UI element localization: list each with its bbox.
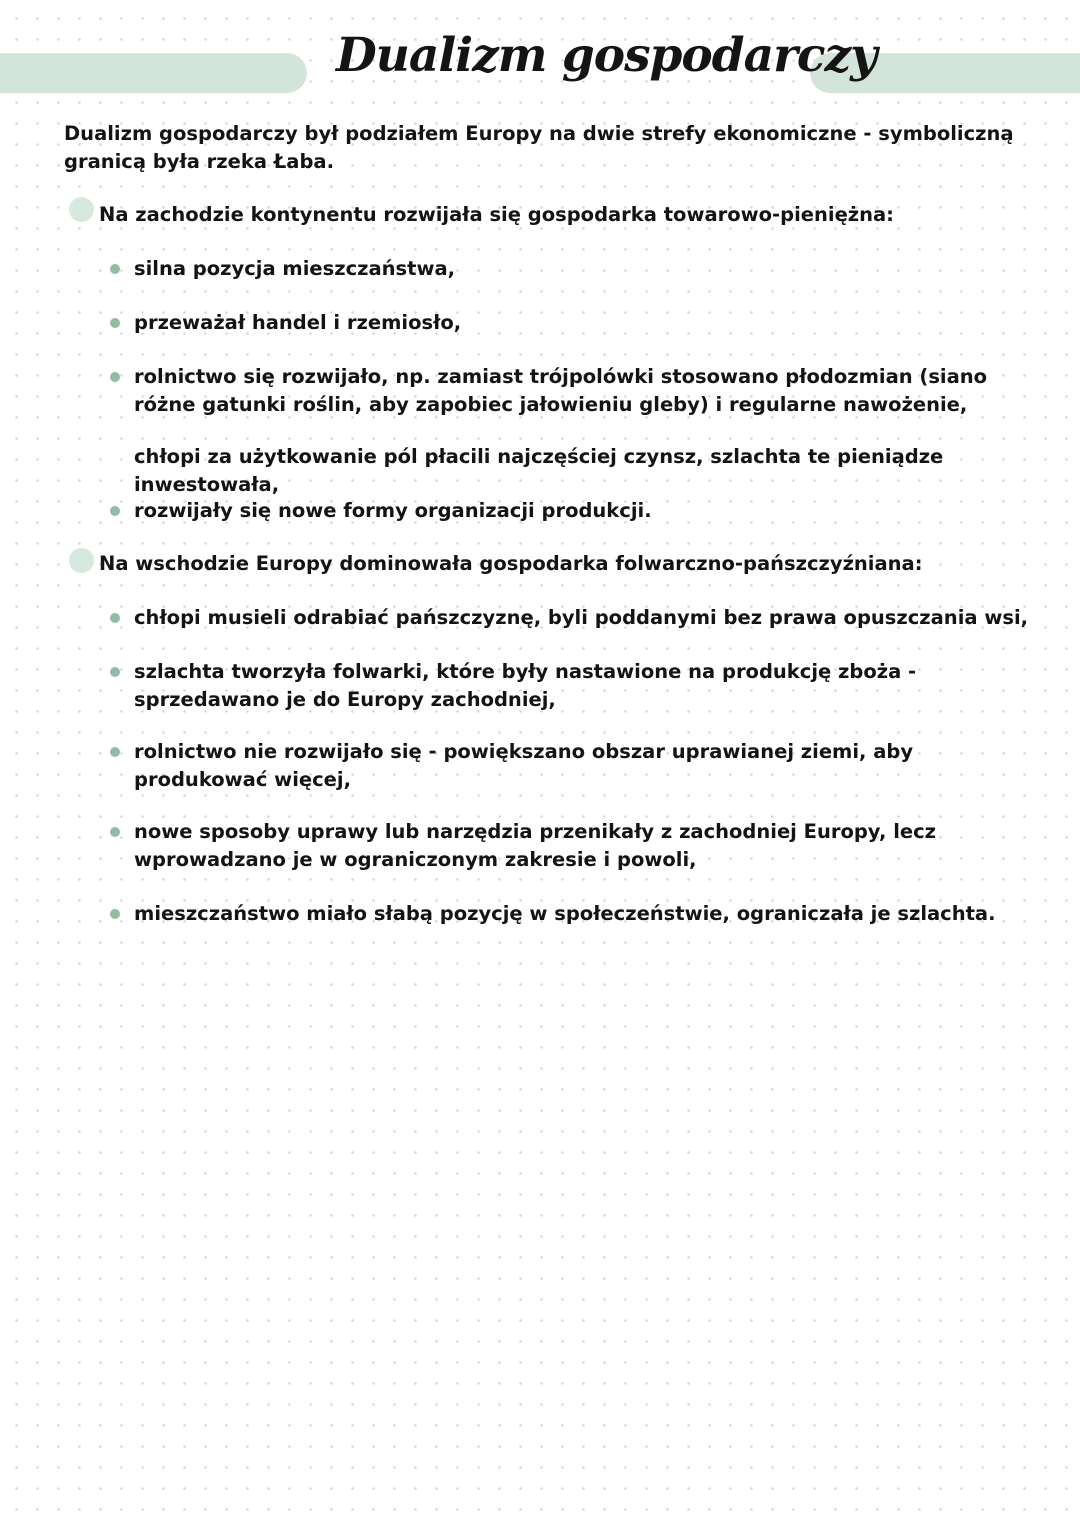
list-item-text: nowe sposoby uprawy lub narzędzia przenikały z zachodniej Europy, lecz wprowadzano je w ograniczonym zakresie i powoli, [134,820,937,871]
section-marker-dot [69,197,94,222]
list-item-text: silna pozycja mieszczaństwa, [134,257,456,280]
bullet-dot [110,827,120,837]
list-item-text: przeważał handel i rzemiosło, [134,311,462,334]
intro-paragraph: Dualizm gospodarczy był podziałem Europy na dwie strefy ekonomiczne - symboliczną granicą była rzeka Łaba. [64,122,1014,173]
list-item [134,497,1049,525]
list-item-text: mieszczaństwo miało słabą pozycję w społeczeństwie, ograniczała je szlachta. [134,902,996,925]
bullet-dot [110,506,120,516]
list-item-text: szlachta tworzyła folwarki, które były nastawione na produkcję zboża - sprzedawano je do Europy zachodniej, [134,660,917,711]
title-banner-left [0,53,307,93]
list-item [134,900,1049,928]
bullet-dot [110,667,120,677]
bullet-dot [110,909,120,919]
list-item [134,309,1049,337]
bullet-dot [110,372,120,382]
page-title: Dualizm gospodarczy [336,28,877,83]
bullet-dot [110,747,120,757]
bullet-dot [110,318,120,328]
list-item-text: rolnictwo się rozwijało, np. zamiast trójpolówki stosowano płodozmian (siano różne gatunki roślin, aby zapobiec jałowieniu gleby) i regularne nawożenie, [134,365,988,416]
list-item [134,738,1049,794]
list-item [134,363,1049,419]
list-item [134,604,1049,632]
bullet-dot [110,264,120,274]
list-item-text: rozwijały się nowe formy organizacji produkcji. [134,499,652,522]
list-item [134,818,1049,874]
list-item-text: rolnictwo nie rozwijało się - powiększano obszar uprawianej ziemi, aby produkować więcej, [134,740,914,791]
east-heading: Na wschodzie Europy dominowała gospodarka folwarczno-pańszczyźniana: [99,552,923,575]
list-item-text: chłopi musieli odrabiać pańszczyznę, byli poddanymi bez prawa opuszczania wsi, [134,606,1029,629]
west-heading: Na zachodzie kontynentu rozwijała się gospodarka towarowo-pieniężna: [99,203,894,226]
list-item [134,658,1049,714]
section-marker-dot [69,548,94,573]
list-item [134,255,1049,283]
bullet-dot [110,613,120,623]
west-continuation-text: chłopi za użytkowanie pól płacili najczęściej czynsz, szlachta te pieniądze inwestowała, [134,445,944,496]
